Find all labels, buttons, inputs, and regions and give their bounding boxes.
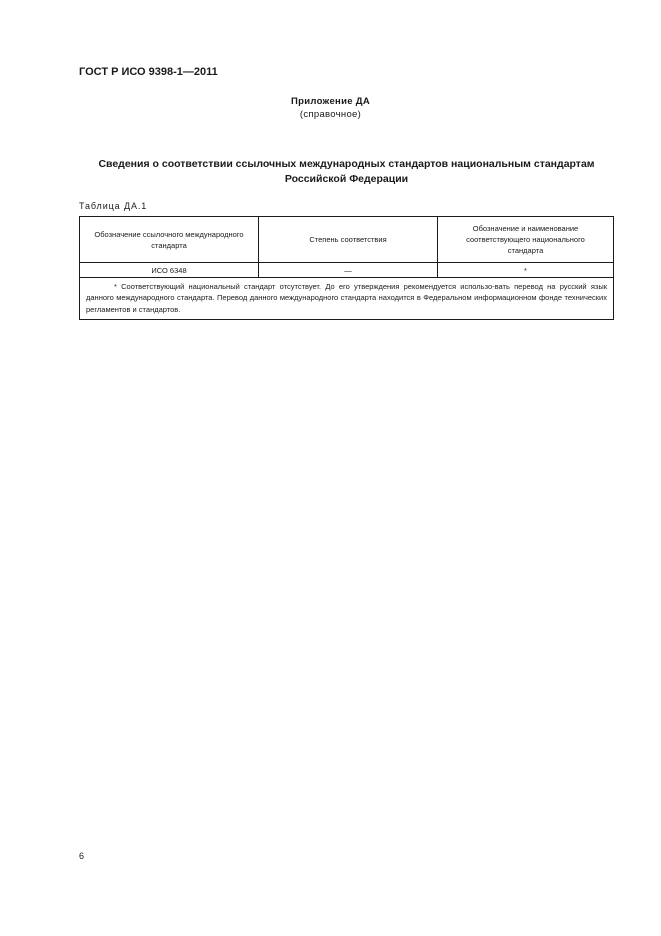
table-label: Таблица ДА.1	[79, 201, 148, 211]
page-number: 6	[79, 851, 85, 861]
document-code: ГОСТ Р ИСО 9398-1—2011	[79, 66, 218, 78]
table-cell: *	[438, 263, 614, 278]
section-title-line-2: Российской Федерации	[284, 173, 409, 185]
header-cell-text: Обозначение и наименование соответствующего национального стандарта	[466, 224, 585, 255]
annex-heading	[0, 96, 661, 120]
header-cell-text: Обозначение ссылочного международного стандарта	[94, 229, 244, 250]
table-header-row	[80, 217, 614, 263]
section-title	[79, 157, 614, 187]
annex-title: Приложение ДА	[291, 96, 370, 107]
conformity-table	[79, 216, 614, 320]
table-note-row	[80, 278, 614, 320]
annex-subtitle: (справочное)	[299, 109, 362, 120]
table-note	[80, 278, 614, 320]
table-cell: ИСО 6348	[80, 263, 259, 278]
header-cell	[80, 217, 259, 263]
header-cell	[438, 217, 614, 263]
table-row	[80, 263, 614, 278]
table-note-text: * Соответствующий национальный стандарт отсутствует. До его утверждения рекомендуется использо-вать перевод на русский язык данного международного стандарта. Перевод данного международного стандарта находится в Федеральном информационном фонде технических регламентов и стандартов.	[86, 282, 607, 314]
section-title-line-1: Сведения о соответствии ссылочных международных стандартов национальным стандартам	[98, 158, 595, 170]
header-cell	[259, 217, 438, 263]
table-cell: —	[259, 263, 438, 278]
header-cell-text: Степень соответствия	[309, 235, 387, 244]
